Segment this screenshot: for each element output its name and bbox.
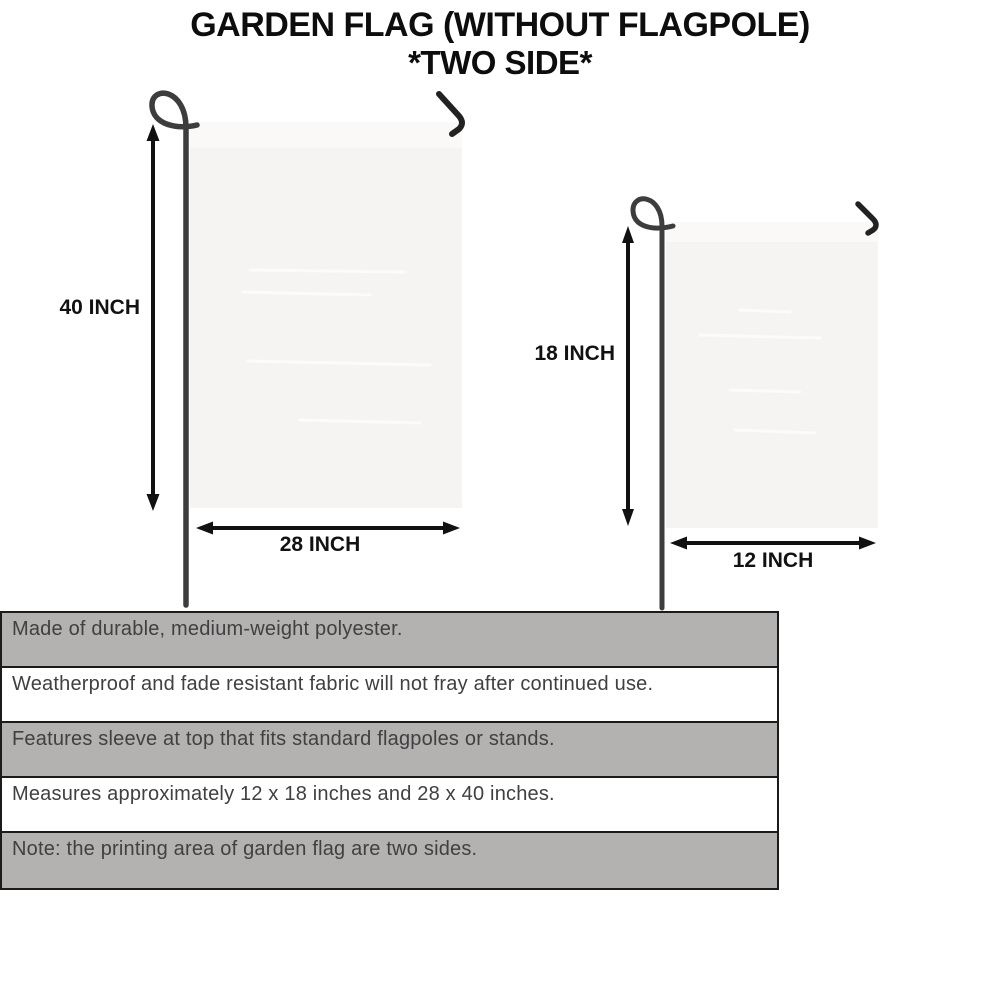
small-flag-width-label: 12 INCH — [732, 549, 814, 572]
large-flag-width-label: 28 INCH — [279, 533, 361, 556]
small-flag-height-label: 18 INCH — [534, 342, 615, 365]
large-flag-height-label: 40 INCH — [59, 296, 140, 319]
page-title: GARDEN FLAG (WITHOUT FLAGPOLE) — [190, 6, 810, 44]
spec-row-material: Made of durable, medium-weight polyester. — [2, 613, 777, 668]
spec-row-measurements: Measures approximately 12 x 18 inches and 28 x 40 inches. — [2, 778, 777, 833]
small-flag-sleeve — [666, 222, 878, 242]
spec-row-weatherproof: Weatherproof and fade resistant fabric will not fray after continued use. — [2, 668, 777, 723]
large-flag-panel — [190, 122, 462, 508]
spec-row-sleeve: Features sleeve at top that fits standard flagpoles or stands. — [2, 723, 777, 778]
large-flag-height-arrow — [147, 124, 160, 511]
spec-row-note: Note: the printing area of garden flag are two sides. — [2, 833, 777, 888]
small-flag-height-arrow — [622, 226, 634, 526]
small-flag-panel — [666, 222, 878, 528]
large-flag-sleeve — [190, 122, 462, 148]
small-flag-group — [622, 199, 878, 608]
small-flag-width-arrow — [670, 537, 876, 550]
large-flag-group — [147, 93, 463, 605]
page-subtitle: *TWO SIDE* — [408, 44, 592, 81]
product-spec-table — [0, 611, 779, 890]
